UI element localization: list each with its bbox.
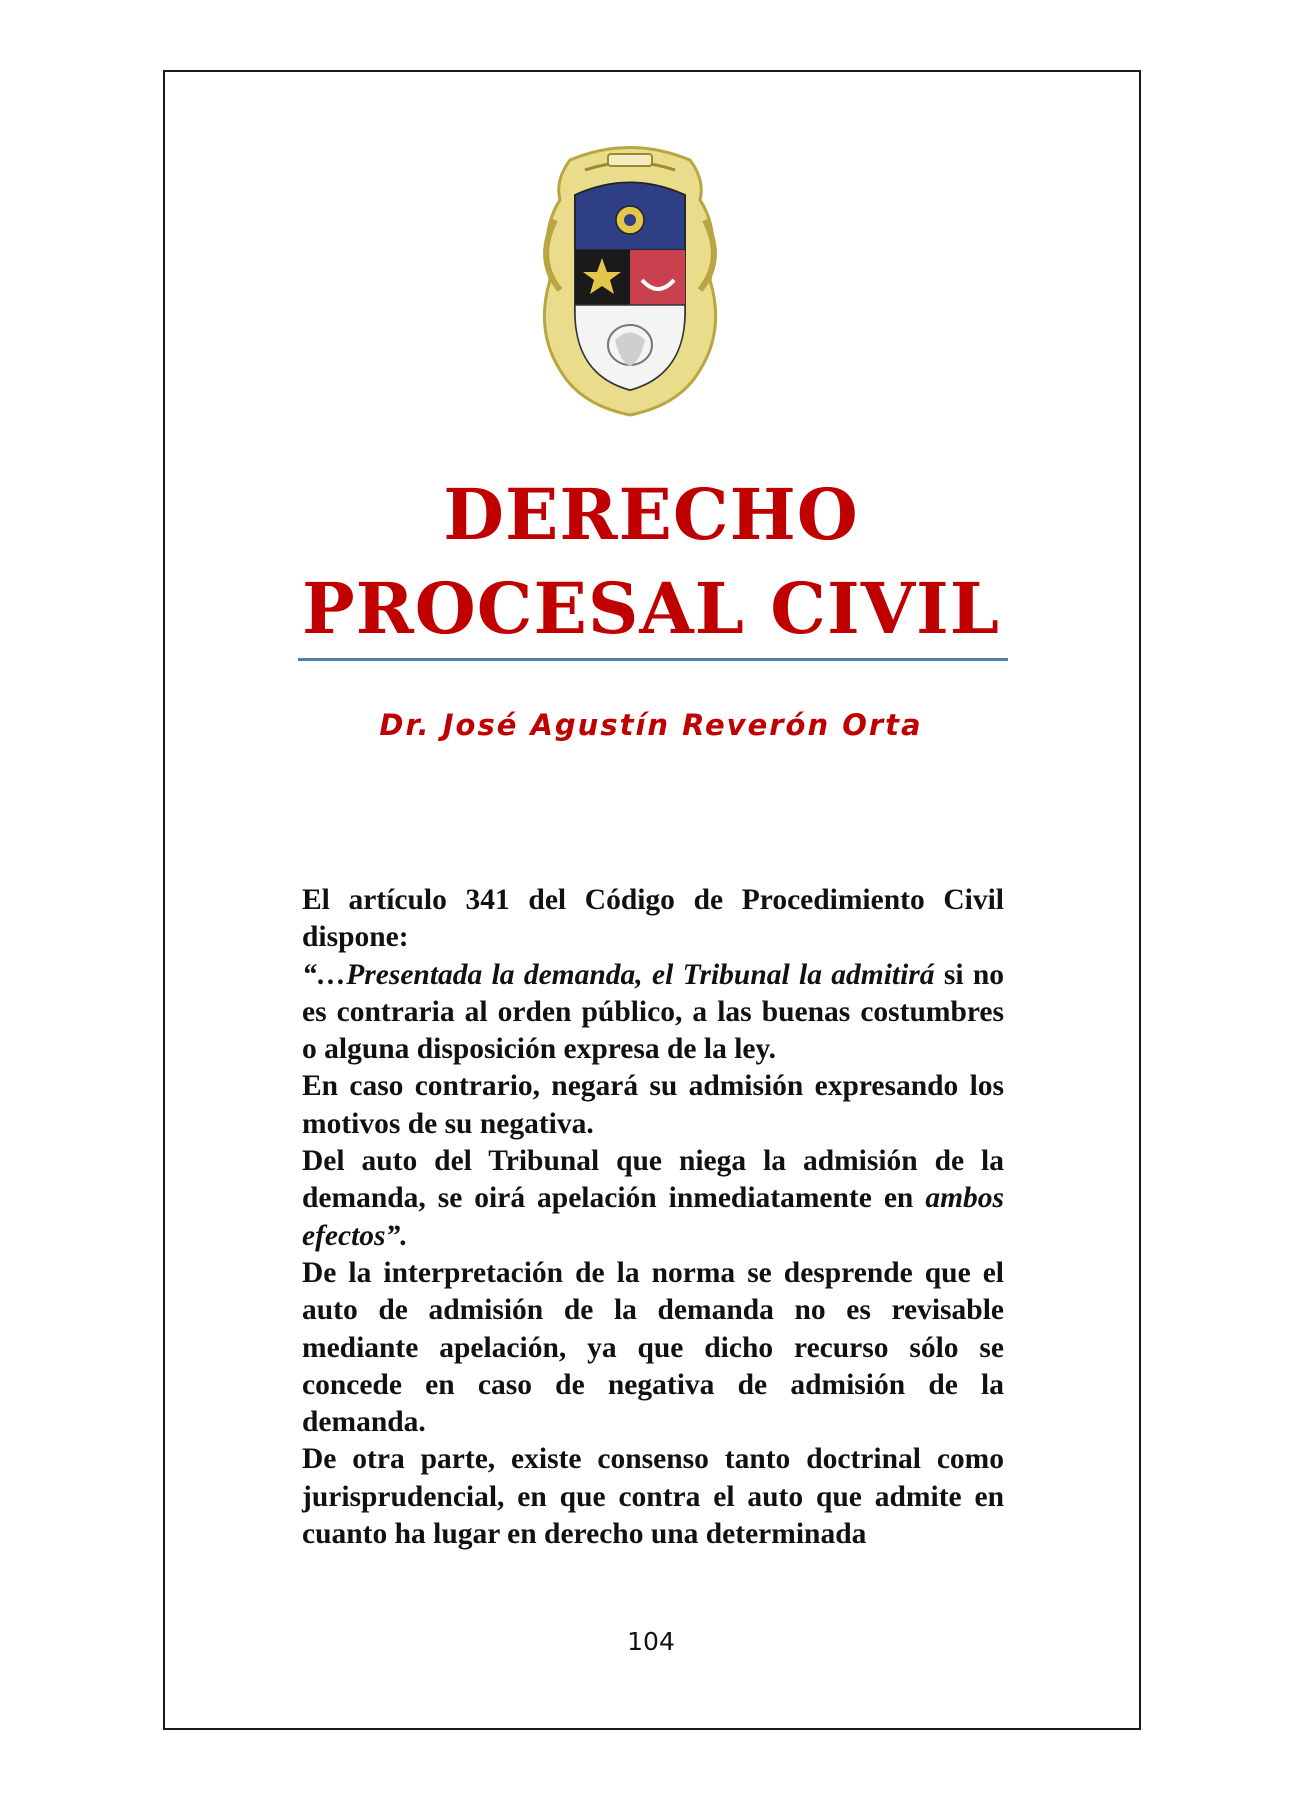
body-text bbox=[302, 882, 1004, 1553]
paragraph-3: En caso contrario, negará su admisión expresando los motivos de su negativa. bbox=[302, 1070, 1004, 1140]
quote-end: ambos efectos”. bbox=[302, 1182, 1004, 1252]
title-divider bbox=[298, 658, 1008, 661]
paragraph-2 bbox=[302, 957, 1004, 1069]
page-number: 104 bbox=[627, 1627, 675, 1656]
title-line-1: DERECHO bbox=[443, 473, 859, 556]
paragraph-5: De la interpretación de la norma se desprende que el auto de admisión de la demanda no es revisable mediante apelación, ya que dicho recurso sólo se concede en caso de negativa de admisión de la demanda. bbox=[302, 1256, 1004, 1439]
title-line-2: PROCESAL CIVIL bbox=[301, 567, 1001, 650]
paragraph-1: El artículo 341 del Código de Procedimiento Civil dispone: bbox=[302, 884, 1004, 954]
quote-start: “…Presentada la demanda, el Tribunal la admitirá bbox=[302, 958, 935, 991]
paragraph-4 bbox=[302, 1143, 1004, 1255]
author-name: Dr. José Agustín Reverón Orta bbox=[379, 708, 923, 742]
paragraph-6: De otra parte, existe consenso tanto doctrinal como jurisprudencial, en que contra el auto que admite en cuanto ha lugar en derecho una determinada bbox=[302, 1443, 1004, 1551]
coat-of-arms-logo bbox=[530, 140, 730, 420]
paragraph-4-text: Del auto del Tribunal que niega la admisión de la demanda, se oirá apelación inmediatamente en bbox=[302, 1145, 1004, 1215]
quote-continued: si no es contraria al orden público, a las buenas costumbres o alguna disposición expresa de la ley. bbox=[302, 958, 1004, 1066]
